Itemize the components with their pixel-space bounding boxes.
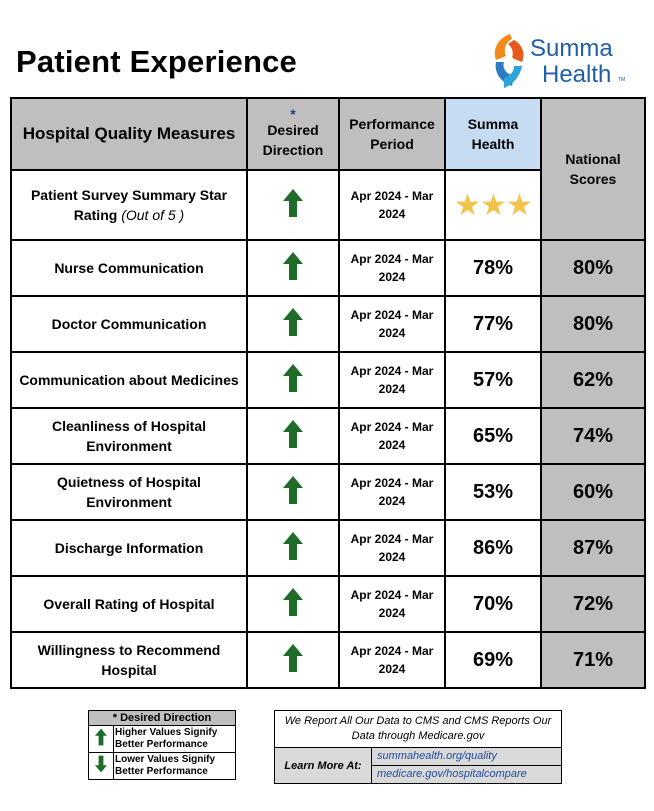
national-score: 80%	[541, 296, 645, 352]
national-score: 60%	[541, 464, 645, 520]
summa-logo	[490, 32, 640, 94]
period-cell: Apr 2024 - Mar 2024	[339, 632, 445, 688]
table-row	[11, 296, 645, 352]
period-cell: Apr 2024 - Mar 2024	[339, 520, 445, 576]
star-rating-label	[11, 170, 247, 240]
national-score: 74%	[541, 408, 645, 464]
green-up-arrow-icon	[282, 475, 304, 505]
header-direction	[247, 98, 339, 170]
summa-score: 78%	[445, 240, 541, 296]
star-rating-value	[445, 170, 541, 240]
national-score: 87%	[541, 520, 645, 576]
summa-score: 57%	[445, 352, 541, 408]
star-rating-stars-icon: ★★★	[454, 188, 532, 222]
header-period: Performance Period	[339, 98, 445, 170]
header-measures: Hospital Quality Measures	[11, 98, 247, 170]
link-summa-quality[interactable]: summahealth.org/quality	[372, 748, 561, 765]
legend-title: * Desired Direction	[89, 711, 236, 726]
table-row	[11, 632, 645, 688]
table-row	[11, 240, 645, 296]
period-cell: Apr 2024 - Mar 2024	[339, 352, 445, 408]
green-up-arrow-icon	[94, 728, 108, 746]
direction-cell	[247, 520, 339, 576]
measure-label: Quietness of Hospital Environment	[11, 464, 247, 520]
table-header-row	[11, 98, 645, 170]
info-box	[274, 710, 562, 784]
green-up-arrow-icon	[282, 531, 304, 561]
green-up-arrow-icon	[282, 363, 304, 393]
direction-cell	[247, 296, 339, 352]
direction-cell	[247, 576, 339, 632]
green-up-arrow-icon	[282, 643, 304, 673]
learn-more-label: Learn More At:	[275, 748, 372, 783]
table-row	[11, 408, 645, 464]
summa-score: 77%	[445, 296, 541, 352]
summa-score: 70%	[445, 576, 541, 632]
measure-label: Nurse Communication	[11, 240, 247, 296]
header-national: National Scores	[541, 98, 645, 240]
info-statement: We Report All Our Data to CMS and CMS Reports Our Data through Medicare.gov	[275, 711, 561, 748]
header-summa: Summa Health	[445, 98, 541, 170]
summa-score: 86%	[445, 520, 541, 576]
link-medicare[interactable]: medicare.gov/hospitalcompare	[372, 765, 561, 783]
star-rating-text: Patient Survey Summary Star Rating	[30, 187, 228, 223]
measure-label: Doctor Communication	[11, 296, 247, 352]
direction-cell	[247, 408, 339, 464]
direction-legend	[88, 710, 236, 780]
table-row	[11, 352, 645, 408]
summa-score: 53%	[445, 464, 541, 520]
header-direction-label: Desired Direction	[262, 122, 324, 158]
table-row	[11, 576, 645, 632]
green-up-arrow-icon	[282, 188, 304, 218]
quality-table	[10, 97, 646, 689]
legend-higher: Higher Values Signify Better Performance	[114, 726, 236, 753]
legend-lower: Lower Values Signify Better Performance	[114, 753, 236, 780]
direction-cell	[247, 632, 339, 688]
logo-text-summa: Summa	[530, 35, 613, 62]
green-up-arrow-icon	[282, 419, 304, 449]
national-score: 72%	[541, 576, 645, 632]
summa-logo-icon	[490, 32, 530, 90]
table-row	[11, 520, 645, 576]
direction-cell	[247, 352, 339, 408]
measure-label: Willingness to Recommend Hospital	[11, 632, 247, 688]
measure-label: Overall Rating of Hospital	[11, 576, 247, 632]
green-down-arrow-icon	[94, 755, 108, 773]
direction-asterisk: *	[290, 106, 296, 122]
summa-score: 65%	[445, 408, 541, 464]
direction-cell	[247, 170, 339, 240]
green-up-arrow-icon	[282, 307, 304, 337]
national-score: 80%	[541, 240, 645, 296]
period-cell: Apr 2024 - Mar 2024	[339, 576, 445, 632]
period-cell: Apr 2024 - Mar 2024	[339, 408, 445, 464]
table-row	[11, 464, 645, 520]
green-up-arrow-icon	[282, 251, 304, 281]
direction-cell	[247, 464, 339, 520]
measure-label: Cleanliness of Hospital Environment	[11, 408, 247, 464]
period-cell: Apr 2024 - Mar 2024	[339, 464, 445, 520]
logo-text-health: Health	[542, 61, 612, 88]
green-up-arrow-icon	[282, 587, 304, 617]
national-score: 71%	[541, 632, 645, 688]
legend-down-cell	[89, 753, 114, 780]
summa-score: 69%	[445, 632, 541, 688]
period-cell: Apr 2024 - Mar 2024	[339, 170, 445, 240]
page-title: Patient Experience	[16, 44, 297, 79]
star-rating-suffix: (Out of 5 )	[121, 207, 185, 223]
logo-tm: TM	[618, 77, 626, 83]
period-cell: Apr 2024 - Mar 2024	[339, 240, 445, 296]
measure-label: Discharge Information	[11, 520, 247, 576]
national-score: 62%	[541, 352, 645, 408]
measure-label: Communication about Medicines	[11, 352, 247, 408]
direction-cell	[247, 240, 339, 296]
legend-up-cell	[89, 726, 114, 753]
period-cell: Apr 2024 - Mar 2024	[339, 296, 445, 352]
